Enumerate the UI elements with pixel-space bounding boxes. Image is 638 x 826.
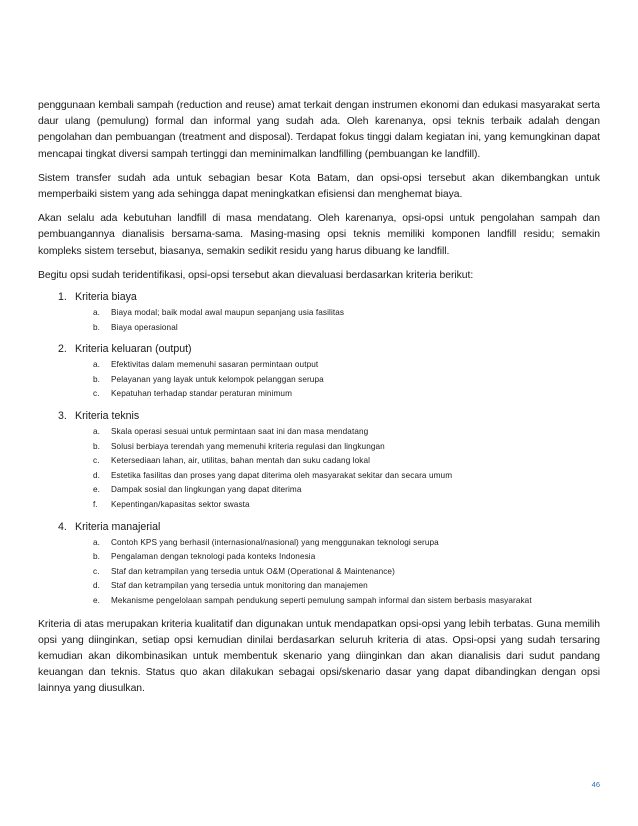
sub-criteria-item	[38, 387, 600, 402]
sub-criteria-text: Kepatuhan terhadap standar peraturan minimum	[111, 389, 292, 399]
criteria-number: 3.	[58, 410, 67, 422]
sub-criteria-item	[38, 565, 600, 580]
sub-criteria-letter: c.	[93, 566, 100, 576]
sub-criteria-text: Dampak sosial dan lingkungan yang dapat diterima	[111, 485, 302, 495]
sub-criteria-letter: a.	[93, 427, 101, 436]
sub-criteria-list	[38, 536, 600, 609]
page-number: 46	[591, 780, 600, 789]
sub-criteria-letter: e.	[93, 595, 101, 605]
criteria-item	[38, 290, 600, 335]
sub-criteria-item	[38, 536, 600, 551]
criteria-item	[38, 409, 600, 513]
sub-criteria-letter: a.	[93, 308, 101, 318]
sub-criteria-letter: b.	[93, 322, 101, 332]
sub-criteria-text: Solusi berbiaya terendah yang memenuhi kriteria regulasi dan lingkungan	[111, 441, 385, 451]
sub-criteria-letter: c.	[93, 456, 100, 466]
criteria-title: Kriteria biaya	[75, 291, 137, 304]
sub-criteria-item	[38, 425, 600, 440]
sub-criteria-text: Staf dan ketrampilan yang tersedia untuk O&M (Operational & Maintenance)	[111, 566, 395, 576]
criteria-title: Kriteria teknis	[75, 410, 140, 422]
sub-criteria-letter: a.	[93, 360, 101, 370]
sub-criteria-item	[38, 579, 600, 594]
criteria-item	[38, 342, 600, 402]
sub-criteria-text: Ketersediaan lahan, air, utilitas, bahan mentah dan suku cadang lokal	[111, 456, 371, 466]
paragraph-transfer-system: Sistem transfer sudah ada untuk sebagian besar Kota Batam, dan opsi-opsi tersebut akan dikembangkan untuk memperbaiki sistem yang ada sehingga dapat meningkatkan efisiensi dan menghemat biaya.	[38, 172, 600, 201]
document-page	[38, 98, 600, 706]
sub-criteria-text: Efektivitas dalam memenuhi sasaran permintaan output	[111, 360, 319, 370]
sub-criteria-item	[38, 594, 600, 609]
sub-criteria-letter: d.	[93, 470, 101, 480]
criteria-heading	[38, 520, 600, 535]
sub-criteria-letter: a.	[93, 537, 101, 547]
sub-criteria-item	[38, 373, 600, 388]
sub-criteria-text: Mekanisme pengelolaan sampah pendukung seperti pemulung sampah informal dan sistem berbasis masyarakat	[111, 595, 532, 605]
sub-criteria-letter: b.	[93, 374, 101, 384]
criteria-number: 2.	[58, 343, 67, 356]
criteria-number: 1.	[58, 291, 67, 304]
criteria-heading	[38, 342, 600, 357]
sub-criteria-text: Biaya operasional	[111, 322, 178, 332]
sub-criteria-text: Contoh KPS yang berhasil (internasional/nasional) yang menggunakan teknologi serupa	[111, 537, 439, 547]
criteria-list	[38, 290, 600, 609]
paragraph-intro-continuation: penggunaan kembali sampah (reduction and reuse) amat terkait dengan instrumen ekonomi dan edukasi masyarakat serta daur ulang (pemulung) formal dan informal yang sudah ada. Oleh karenanya, opsi teknis terbaik adalah dengan pengolahan dan pembuangan (treatment and disposal). Terdapat fokus tinggi dalam kegiatan ini, yang kemungkinan dapat mencapai tingkat diversi sampah tertinggi dan meminimalkan landfilling (pembuangan ke landfill).	[38, 100, 600, 160]
sub-criteria-list	[38, 425, 600, 513]
criteria-heading	[38, 290, 600, 305]
sub-criteria-item	[38, 550, 600, 565]
sub-criteria-item	[38, 454, 600, 469]
sub-criteria-letter: b.	[93, 441, 101, 451]
sub-criteria-text: Pengalaman dengan teknologi pada konteks Indonesia	[111, 552, 316, 562]
sub-criteria-letter: e.	[93, 485, 101, 495]
paragraph-conclusion: Kriteria di atas merupakan kriteria kualitatif dan digunakan untuk mendapatkan opsi-opsi yang lebih terbatas. Guna memilih opsi yang diinginkan, setiap opsi kemudian dinilai berdasarkan seluruh kriteria di atas. Opsi-opsi yang sudah tersaring kemudian akan dikombinasikan untuk membentuk skenario yang diinginkan dan akan dianalisis dari sudut pandang keuangan dan teknis. Status quo akan dilakukan sebagai opsi/skenario dasar yang dapat dibandingkan dengan opsi lainnya yang diusulkan.	[38, 618, 600, 695]
sub-criteria-text: Staf dan ketrampilan yang tersedia untuk monitoring dan manajemen	[111, 581, 368, 591]
sub-criteria-text: Skala operasi sesuai untuk permintaan saat ini dan masa mendatang	[111, 427, 369, 436]
criteria-number: 4.	[58, 520, 67, 533]
criteria-title: Kriteria manajerial	[75, 520, 161, 533]
sub-criteria-letter: b.	[93, 552, 101, 562]
sub-criteria-list	[38, 306, 600, 335]
sub-criteria-item	[38, 498, 600, 513]
sub-criteria-item	[38, 440, 600, 455]
sub-criteria-item	[38, 483, 600, 498]
sub-criteria-text: Kepentingan/kapasitas sektor swasta	[111, 499, 250, 509]
criteria-heading	[38, 409, 600, 424]
sub-criteria-text: Pelayanan yang layak untuk kelompok pelanggan serupa	[111, 374, 324, 384]
paragraph-criteria-intro: Begitu opsi sudah teridentifikasi, opsi-opsi tersebut akan dievaluasi berdasarkan kriteria berikut:	[38, 269, 474, 281]
sub-criteria-letter: c.	[93, 389, 100, 399]
sub-criteria-text: Estetika fasilitas dan proses yang dapat diterima oleh masyarakat sekitar dan secara umum	[111, 470, 453, 480]
sub-criteria-letter: d.	[93, 581, 101, 591]
criteria-item	[38, 520, 600, 609]
sub-criteria-item	[38, 321, 600, 336]
sub-criteria-list	[38, 358, 600, 402]
sub-criteria-item	[38, 469, 600, 484]
criteria-title: Kriteria keluaran (output)	[75, 343, 192, 356]
sub-criteria-item	[38, 358, 600, 373]
sub-criteria-letter: f.	[93, 499, 98, 509]
sub-criteria-item	[38, 306, 600, 321]
paragraph-landfill-need: Akan selalu ada kebutuhan landfill di masa mendatang. Oleh karenanya, opsi-opsi untuk pengolahan sampah dan pembuangannya dianalisis bersama-sama. Masing-masing opsi teknis memiliki komponen landfill residu; semakin kompleks sistem tersebut, biasanya, semakin sedikit residu yang harus dibuang ke landfill.	[38, 213, 600, 257]
sub-criteria-text: Biaya modal; baik modal awal maupun sepanjang usia fasilitas	[111, 308, 345, 318]
